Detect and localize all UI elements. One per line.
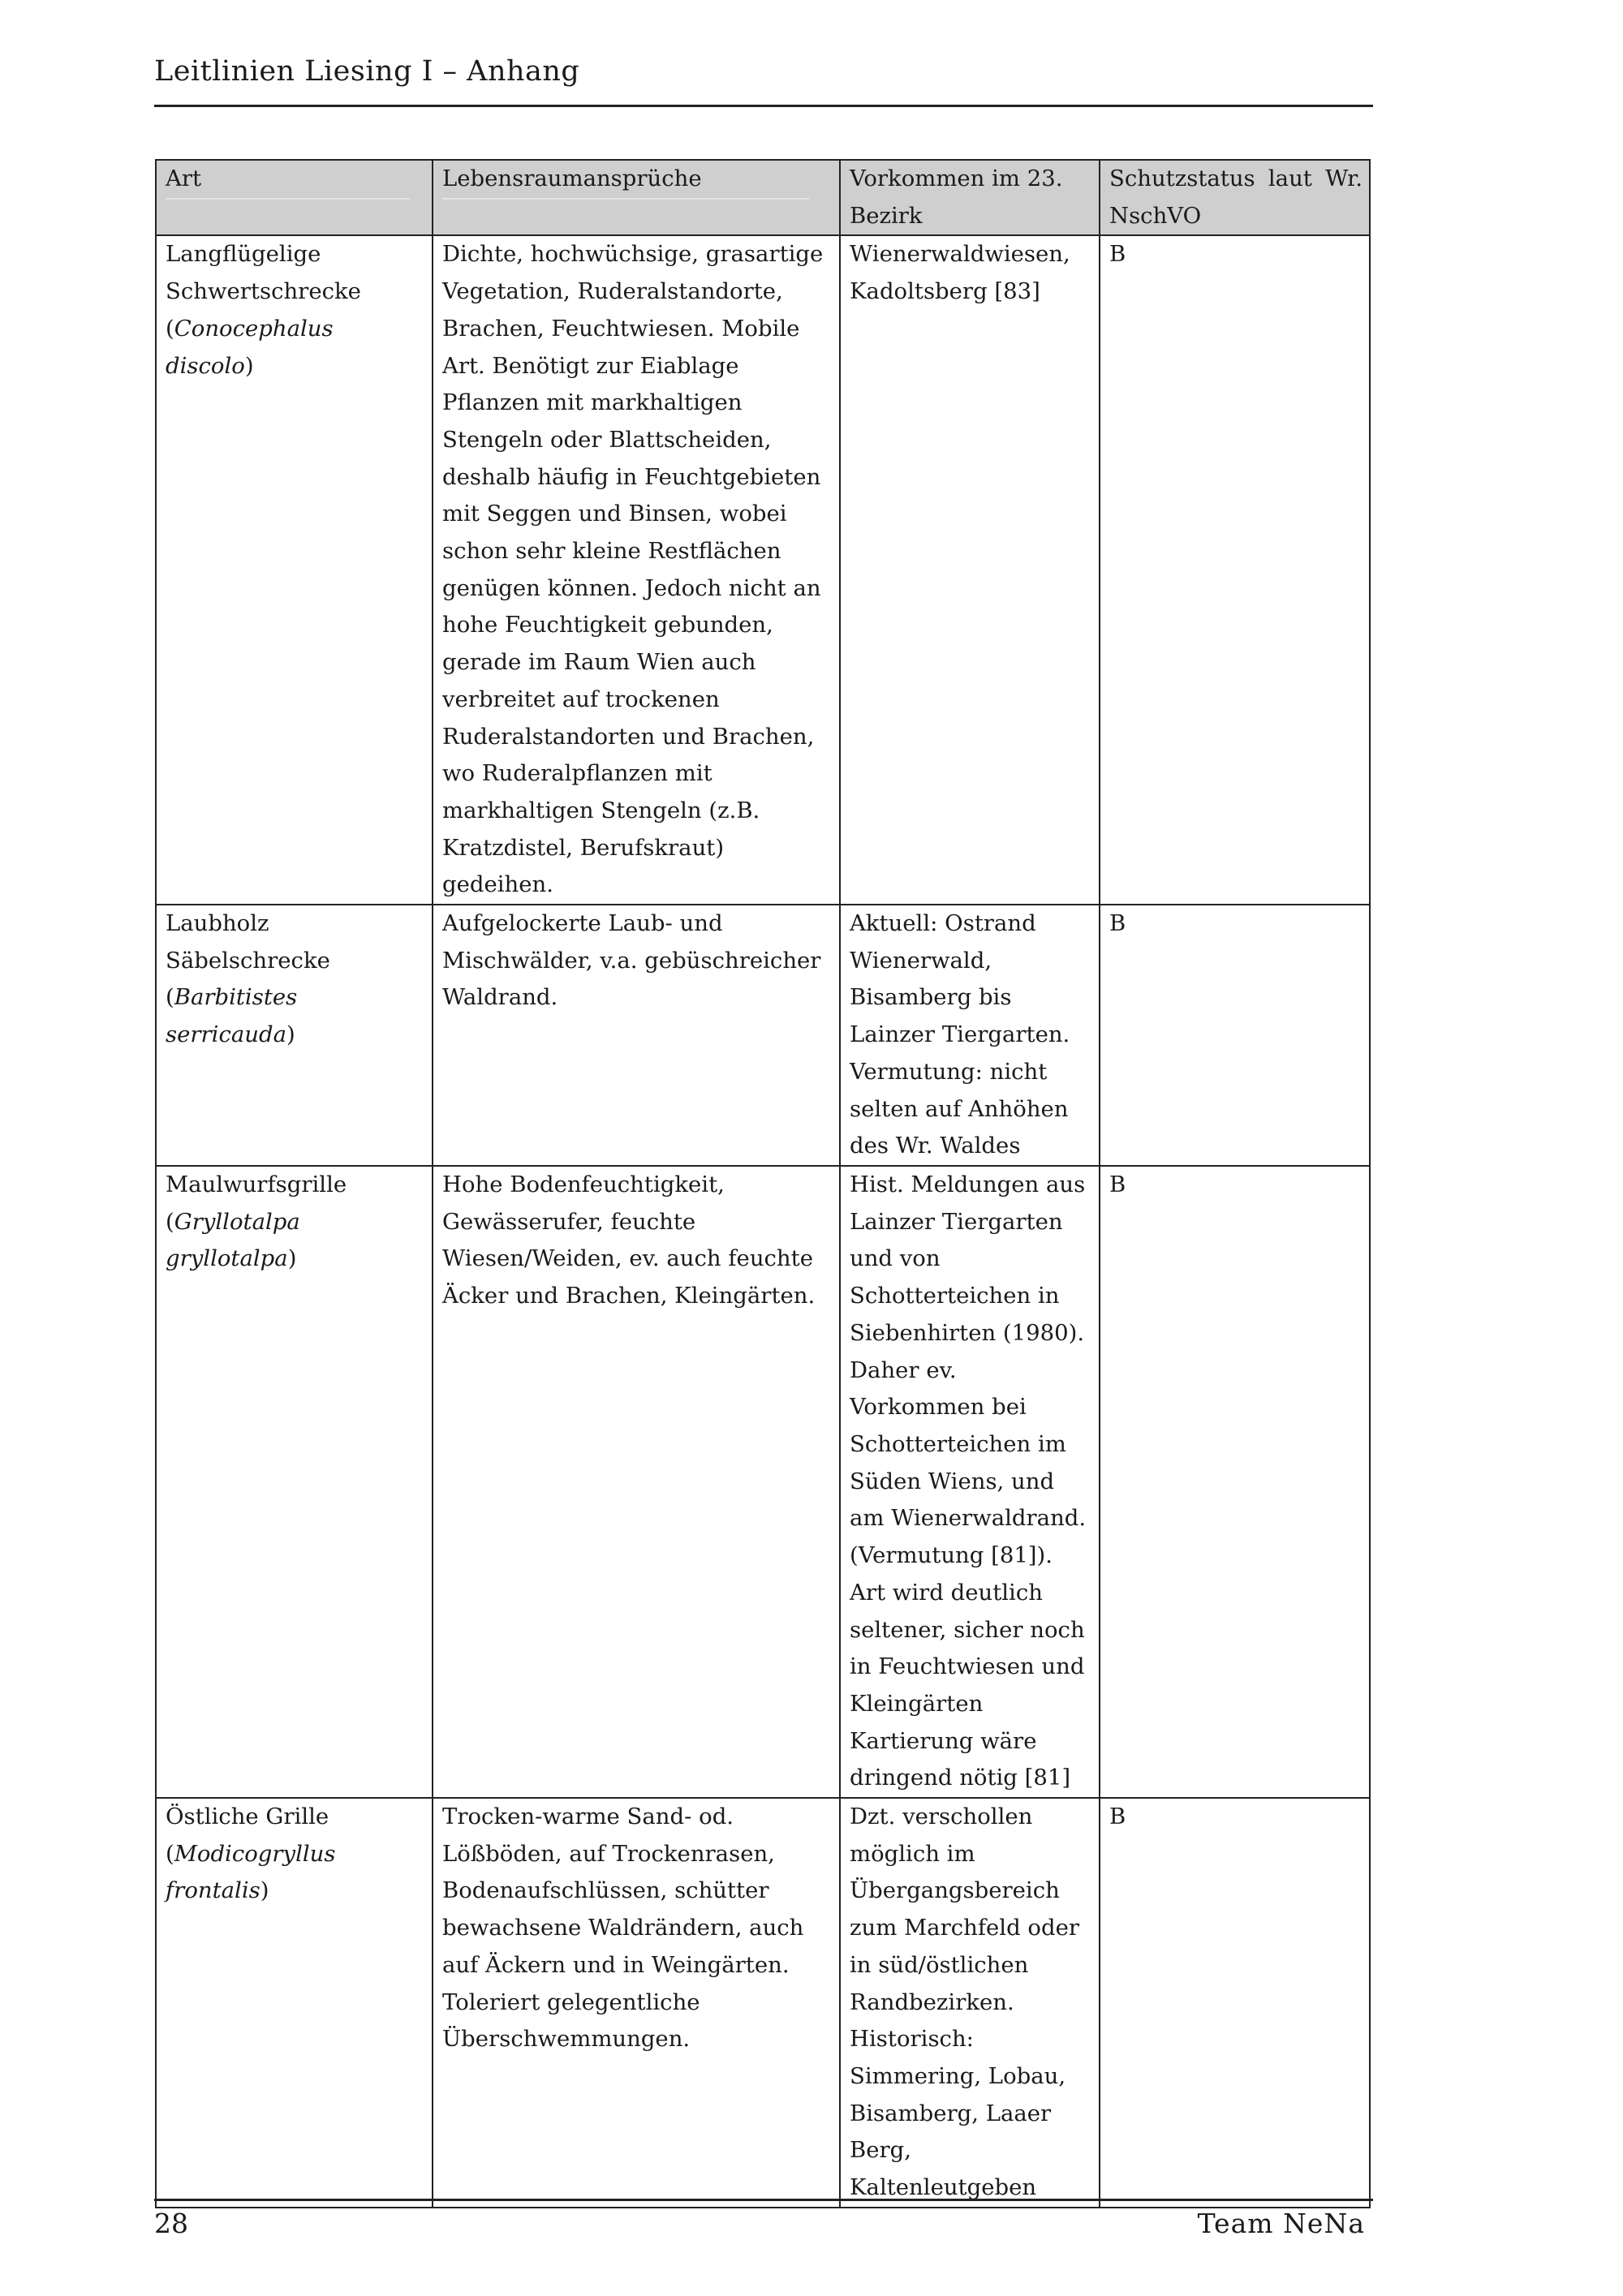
cell-occurrence: Hist. Meldungen aus Lainzer Tiergarten und von Schotterteichen in Siebenhirten (1980). Daher ev. Vorkommen bei Schotterteichen im Süden Wiens, und am Wienerwaldrand. (Vermutung [81]). Art wird deutlich seltener, sicher noch in Feuchtwiesen und Kleingärten Kartierung wäre dringend nötig [81] xyxy=(840,1166,1100,1798)
cell-occurrence: Aktuell: Ostrand Wienerwald, Bisamberg bis Lainzer Tiergarten. Vermutung: nicht selten auf Anhöhen des Wr. Waldes xyxy=(840,905,1100,1166)
cell-habitat: Aufgelockerte Laub- und Mischwälder, v.a. gebüschreicher Waldrand. xyxy=(433,905,840,1166)
table-row xyxy=(156,235,1370,905)
species-scientific-name: Barbitistes serricauda xyxy=(166,984,298,1048)
footer-team-name: Team NeNa xyxy=(1197,2208,1365,2239)
cell-art: Östliche Grille (Modicogryllus frontalis) xyxy=(156,1798,433,2208)
page-title: Leitlinien Liesing I – Anhang xyxy=(154,55,580,88)
column-header-art: Art xyxy=(156,160,433,235)
schutz-header-line1: Schutzstatus laut Wr. xyxy=(1109,166,1363,191)
cell-habitat: Dichte, hochwüchsige, grasartige Vegetation, Ruderalstandorte, Brachen, Feuchtwiesen. Mobile Art. Benötigt zur Eiablage Pflanzen mit markhaltigen Stengeln oder Blattscheiden, deshalb häufig in Feuchtgebieten mit Seggen und Binsen, wobei schon sehr kleine Restflächen genügen können. Jedoch nicht an hohe Feuchtigkeit gebunden, gerade im Raum Wien auch verbreitet auf trockenen Ruderalstandorten und Brachen, wo Ruderalpflanzen mit markhaltigen Stengeln (z.B. Kratzdistel, Berufskraut) gedeihen. xyxy=(433,235,840,905)
column-header-vorkommen xyxy=(840,160,1100,235)
vorkommen-header-line1: Vorkommen im 23. xyxy=(850,166,1063,191)
cell-occurrence: Dzt. verschollen möglich im Übergangsbereich zum Marchfeld oder in süd/östlichen Randbezirken. Historisch: Simmering, Lobau, Bisamberg, Laaer Berg, Kaltenleutgeben xyxy=(840,1798,1100,2208)
cell-habitat: Hohe Bodenfeuchtigkeit, Gewässerufer, feuchte Wiesen/Weiden, ev. auch feuchte Äcker und Brachen, Kleingärten. xyxy=(433,1166,840,1798)
column-header-schutzstatus xyxy=(1100,160,1370,235)
species-name: Maulwurfsgrille xyxy=(166,1172,347,1198)
table-header-row xyxy=(156,160,1370,235)
cell-habitat: Trocken-warme Sand- od. Lößböden, auf Trockenrasen, Bodenaufschlüssen, schütter bewachsene Waldrändern, auch auf Äckern und in Weingärten. Toleriert gelegentliche Überschwemmungen. xyxy=(433,1798,840,2208)
species-table xyxy=(155,159,1371,2208)
cell-art: Langflügelige Schwertschrecke (Conocephalus discolo) xyxy=(156,235,433,905)
cell-status: B xyxy=(1100,235,1370,905)
cell-status: B xyxy=(1100,1166,1370,1798)
table-row xyxy=(156,905,1370,1166)
page-header xyxy=(154,54,1373,107)
column-header-lebensraum: Lebensraumansprüche xyxy=(433,160,840,235)
cell-status: B xyxy=(1100,905,1370,1166)
species-name: Östliche Grille xyxy=(166,1804,329,1830)
cell-art: Maulwurfsgrille (Gryllotalpa gryllotalpa) xyxy=(156,1166,433,1798)
cell-art: Laubholz Säbelschrecke (Barbitistes serricauda) xyxy=(156,905,433,1166)
schutz-header-line2: NschVO xyxy=(1109,202,1202,229)
page-number: 28 xyxy=(154,2208,188,2239)
cell-status: B xyxy=(1100,1798,1370,2208)
species-scientific-name: Modicogryllus frontalis xyxy=(166,1840,336,1904)
page-footer xyxy=(154,2199,1373,2247)
table-row xyxy=(156,1798,1370,2208)
species-scientific-name: Conocephalus discolo xyxy=(166,315,334,379)
species-name: Langflügelige Schwertschrecke xyxy=(166,241,361,305)
table-row xyxy=(156,1166,1370,1798)
species-scientific-name: Gryllotalpa gryllotalpa xyxy=(166,1208,300,1272)
species-name: Laubholz Säbelschrecke xyxy=(166,910,330,974)
cell-occurrence: Wienerwaldwiesen, Kadoltsberg [83] xyxy=(840,235,1100,905)
vorkommen-header-line2: Bezirk xyxy=(850,202,923,229)
